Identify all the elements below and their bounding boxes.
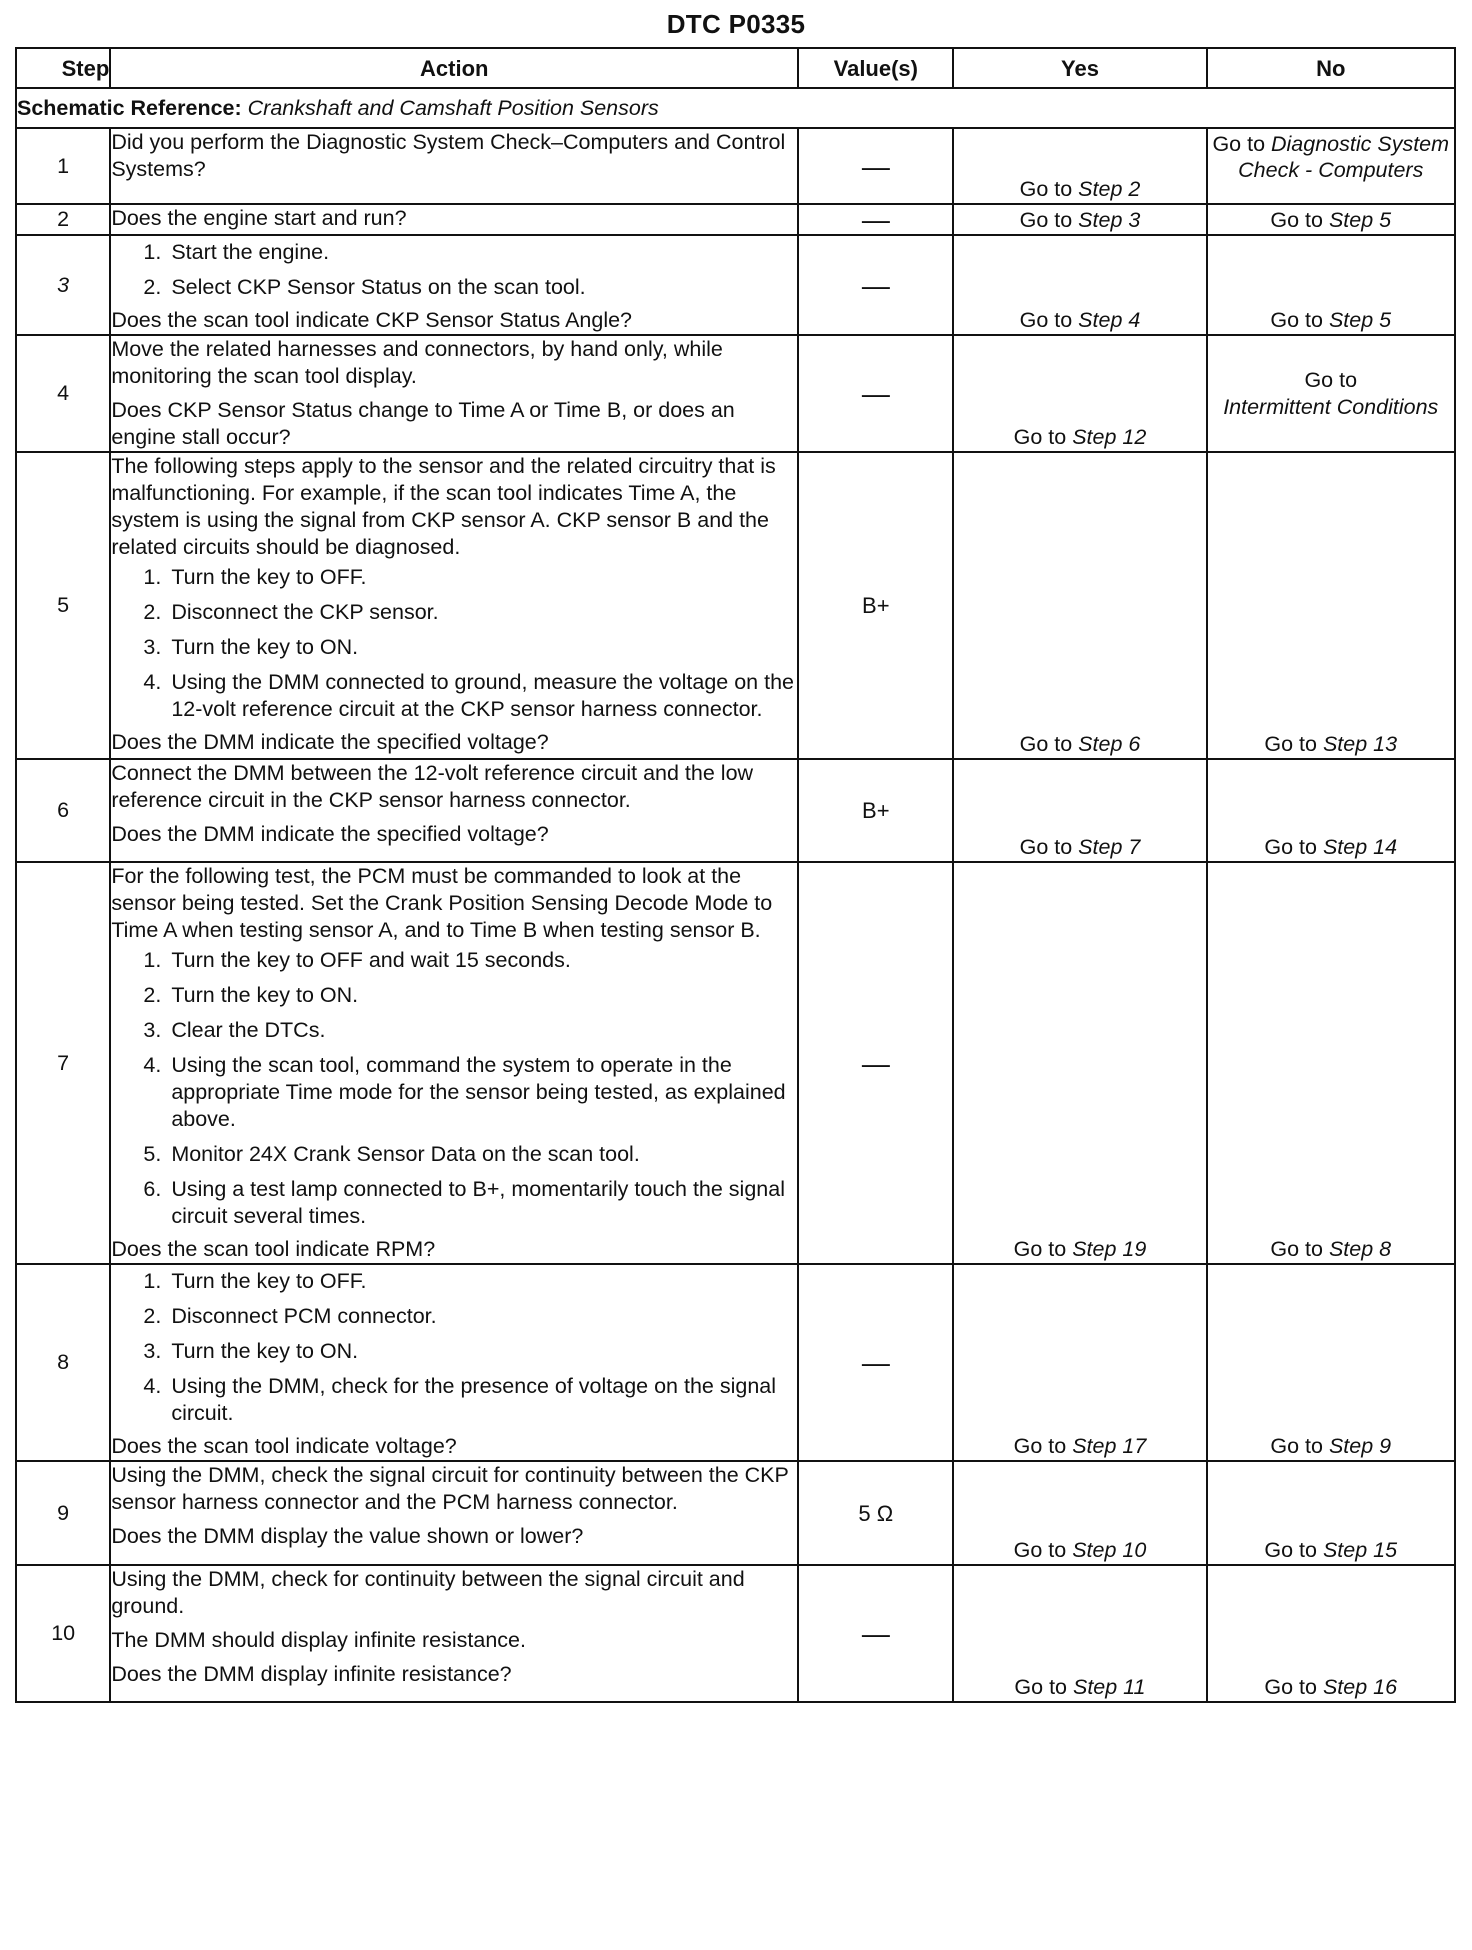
- yes-step-link: Step 6: [1078, 732, 1141, 756]
- no-prefix: Go to: [1264, 1675, 1323, 1699]
- action-question: Does the scan tool indicate voltage?: [111, 1434, 457, 1458]
- step-number: 9: [16, 1461, 110, 1565]
- table-row: [16, 204, 1455, 235]
- step-number: 6: [16, 759, 110, 862]
- yes-prefix: Go to: [1013, 1237, 1073, 1261]
- action-text: [111, 1566, 797, 1688]
- action-paragraph: Using the DMM, check the signal circuit for continuity between the CKP sensor harness connector and the PCM harness connector.: [111, 1463, 789, 1514]
- no-step-link: Step 8: [1328, 1237, 1392, 1261]
- yes-prefix: Go to: [1013, 1434, 1073, 1458]
- yes-step-link: Step 12: [1072, 425, 1147, 449]
- procedure-step: 1. Turn the key to OFF and wait 15 seconds.: [167, 947, 797, 974]
- no-prefix: Go to: [1264, 835, 1323, 859]
- yes-prefix: Go to: [1019, 177, 1079, 201]
- yes-cell: [953, 1461, 1206, 1565]
- table-row: [16, 335, 1455, 452]
- action-cell: [110, 1565, 798, 1702]
- action-cell: [110, 1461, 798, 1565]
- table-row: [16, 1264, 1455, 1461]
- value-cell: —: [798, 235, 953, 335]
- step-number: 4: [16, 335, 110, 452]
- yes-step-link: Step 7: [1078, 835, 1141, 859]
- value-cell: B+: [798, 452, 953, 759]
- no-step-link: Step 5: [1328, 308, 1392, 332]
- no-prefix: Go to: [1270, 1237, 1329, 1261]
- procedure-step: 4. Using the DMM connected to ground, measure the voltage on the 12-volt reference circuit at the CKP sensor harness connector.: [167, 669, 797, 723]
- step-number: 2: [16, 204, 110, 235]
- no-prefix: Go to: [1270, 1434, 1329, 1458]
- yes-step-link: Step 4: [1078, 308, 1141, 332]
- action-question: Does the engine start and run?: [111, 206, 407, 230]
- action-text: [111, 129, 797, 183]
- action-paragraph: The following steps apply to the sensor and the related circuitry that is malfunctioning. For example, if the scan tool indicates Time A, the system is using the signal from CKP sensor A. CKP sensor B and the related circuits should be diagnosed.: [111, 454, 776, 559]
- no-cell: [1207, 335, 1456, 452]
- no-step-link: Step 9: [1328, 1434, 1392, 1458]
- no-cell: [1207, 759, 1456, 862]
- action-cell: [110, 862, 798, 1264]
- no-cell: [1207, 1264, 1456, 1461]
- yes-prefix: Go to: [1013, 1538, 1073, 1562]
- procedure-step: 4. Using the scan tool, command the system to operate in the appropriate Time mode for the sensor being tested, as explained above.: [167, 1052, 797, 1133]
- yes-prefix: Go to: [1019, 732, 1079, 756]
- step-number: 10: [16, 1565, 110, 1702]
- action-paragraph: Did you perform the Diagnostic System Check–Computers and Control Systems?: [111, 130, 786, 181]
- no-cell: [1207, 204, 1456, 235]
- yes-prefix: Go to: [1013, 425, 1073, 449]
- no-cell: [1207, 235, 1456, 335]
- action-question: Does the DMM indicate the specified voltage?: [111, 730, 549, 754]
- page-title: DTC P0335: [666, 9, 806, 39]
- no-step-link: Step 16: [1322, 1675, 1398, 1699]
- procedure-step: 2. Disconnect the CKP sensor.: [167, 599, 797, 626]
- yes-cell: [953, 1264, 1206, 1461]
- no-step-link: Step 13: [1322, 732, 1398, 756]
- value-cell: —: [798, 128, 953, 204]
- no-prefix: Go to: [1270, 208, 1329, 232]
- schematic-reference: [16, 88, 1455, 128]
- action-cell: [110, 235, 798, 335]
- procedure-step: 4. Using the DMM, check for the presence of voltage on the signal circuit.: [167, 1373, 797, 1427]
- yes-cell: [953, 235, 1206, 335]
- action-cell: [110, 204, 798, 235]
- action-text: [111, 453, 797, 756]
- value-cell: —: [798, 862, 953, 1264]
- schematic-reference-label: Schematic Reference:: [17, 95, 242, 120]
- procedure-list: [111, 1268, 797, 1427]
- procedure-step: 3. Turn the key to ON.: [167, 1338, 797, 1365]
- no-cell: [1207, 1565, 1456, 1702]
- step-number: 8: [16, 1264, 110, 1461]
- yes-prefix: Go to: [1014, 1675, 1073, 1699]
- no-prefix: Go to: [1304, 367, 1358, 392]
- action-text: [111, 1268, 797, 1460]
- yes-step-link: Step 2: [1078, 177, 1141, 201]
- table-row: [16, 759, 1455, 862]
- procedure-step: 2. Turn the key to ON.: [167, 982, 797, 1009]
- yes-cell: [953, 1565, 1206, 1702]
- no-step-link: Step 14: [1322, 835, 1398, 859]
- value-cell: —: [798, 204, 953, 235]
- column-header-step: Step: [16, 48, 110, 88]
- procedure-step: 1. Turn the key to OFF.: [167, 564, 797, 591]
- no-prefix: Go to: [1270, 308, 1329, 332]
- action-text: [111, 863, 797, 1263]
- action-cell: [110, 1264, 798, 1461]
- no-cell: [1207, 128, 1456, 204]
- yes-step-link: Step 17: [1072, 1434, 1147, 1458]
- schematic-reference-row: [16, 88, 1455, 128]
- action-cell: [110, 128, 798, 204]
- action-cell: [110, 452, 798, 759]
- procedure-list: [111, 239, 797, 301]
- yes-cell: [953, 204, 1206, 235]
- procedure-step: 2. Disconnect PCM connector.: [167, 1303, 797, 1330]
- value-cell: —: [798, 335, 953, 452]
- action-text: [111, 1462, 797, 1550]
- procedure-step: 3. Clear the DTCs.: [167, 1017, 797, 1044]
- action-paragraph: Move the related harnesses and connectors, by hand only, while monitoring the scan tool display.: [111, 337, 723, 388]
- yes-cell: [953, 128, 1206, 204]
- procedure-step: 5. Monitor 24X Crank Sensor Data on the scan tool.: [167, 1141, 797, 1168]
- no-step-link: Step 5: [1328, 208, 1392, 232]
- yes-step-link: Step 19: [1072, 1237, 1147, 1261]
- action-cell: [110, 335, 798, 452]
- column-header-action: Action: [110, 48, 798, 88]
- value-cell: 5 Ω: [798, 1461, 953, 1565]
- action-question: Does the DMM indicate the specified voltage?: [111, 822, 549, 846]
- diagnostic-table: [15, 47, 1456, 1703]
- procedure-step: 6. Using a test lamp connected to B+, momentarily touch the signal circuit several times.: [167, 1176, 797, 1230]
- step-number: 7: [16, 862, 110, 1264]
- procedure-step: 3. Turn the key to ON.: [167, 634, 797, 661]
- action-question: Does the DMM display the value shown or lower?: [111, 1524, 584, 1548]
- action-question: Does the DMM display infinite resistance?: [111, 1662, 512, 1686]
- yes-step-link: Step 11: [1072, 1675, 1146, 1699]
- procedure-list: [111, 947, 797, 1230]
- procedure-step: 2. Select CKP Sensor Status on the scan tool.: [167, 274, 797, 301]
- procedure-step: 1. Turn the key to OFF.: [167, 1268, 797, 1295]
- action-text: [111, 239, 797, 334]
- no-cell: [1207, 452, 1456, 759]
- no-prefix: Go to: [1212, 132, 1271, 156]
- no-step-link: Diagnostic System Check - Computers: [1238, 132, 1450, 182]
- no-step-link: Step 15: [1322, 1538, 1398, 1562]
- action-text: [111, 336, 797, 451]
- yes-cell: [953, 759, 1206, 862]
- value-cell: —: [798, 1565, 953, 1702]
- no-step-link: Intermittent Conditions: [1223, 394, 1439, 419]
- step-number: 5: [16, 452, 110, 759]
- schematic-reference-link: Crankshaft and Camshaft Position Sensors: [247, 95, 659, 120]
- table-row: [16, 452, 1455, 759]
- action-paragraph: Connect the DMM between the 12-volt reference circuit and the low reference circuit in the CKP sensor harness connector.: [111, 761, 754, 812]
- table-row: [16, 1461, 1455, 1565]
- action-cell: [110, 759, 798, 862]
- no-cell: [1207, 862, 1456, 1264]
- table-row: [16, 862, 1455, 1264]
- no-prefix: Go to: [1264, 1538, 1323, 1562]
- yes-prefix: Go to: [1019, 835, 1079, 859]
- column-header-no: No: [1207, 48, 1456, 88]
- yes-cell: [953, 452, 1206, 759]
- table-row: [16, 128, 1455, 204]
- action-question: Does the scan tool indicate CKP Sensor Status Angle?: [111, 308, 633, 332]
- yes-step-link: Step 10: [1072, 1538, 1147, 1562]
- action-text: [111, 760, 797, 848]
- no-cell: [1207, 1461, 1456, 1565]
- yes-cell: [953, 335, 1206, 452]
- action-paragraph: For the following test, the PCM must be commanded to look at the sensor being tested. Set the Crank Position Sensing Decode Mode to Time A when testing sensor A, and to Time B when testing sensor B.: [111, 864, 773, 942]
- step-number: 3: [16, 235, 110, 335]
- table-header: [16, 48, 1455, 88]
- column-header-yes: Yes: [953, 48, 1206, 88]
- procedure-list: [111, 564, 797, 723]
- table-row: [16, 1565, 1455, 1702]
- step-number: 1: [16, 128, 110, 204]
- column-header-values: Value(s): [798, 48, 953, 88]
- action-question: Does CKP Sensor Status change to Time A or Time B, or does an engine stall occur?: [111, 398, 735, 449]
- no-prefix: Go to: [1264, 732, 1323, 756]
- action-paragraph: The DMM should display infinite resistance.: [111, 1628, 526, 1652]
- action-text: [111, 205, 797, 232]
- yes-step-link: Step 3: [1078, 208, 1141, 232]
- value-cell: B+: [798, 759, 953, 862]
- value-cell: —: [798, 1264, 953, 1461]
- yes-prefix: Go to: [1019, 308, 1079, 332]
- yes-prefix: Go to: [1019, 208, 1079, 232]
- action-paragraph: Using the DMM, check for continuity between the signal circuit and ground.: [111, 1567, 745, 1618]
- action-question: Does the scan tool indicate RPM?: [111, 1237, 436, 1261]
- yes-cell: [953, 862, 1206, 1264]
- table-row: [16, 235, 1455, 335]
- procedure-step: 1. Start the engine.: [167, 239, 797, 266]
